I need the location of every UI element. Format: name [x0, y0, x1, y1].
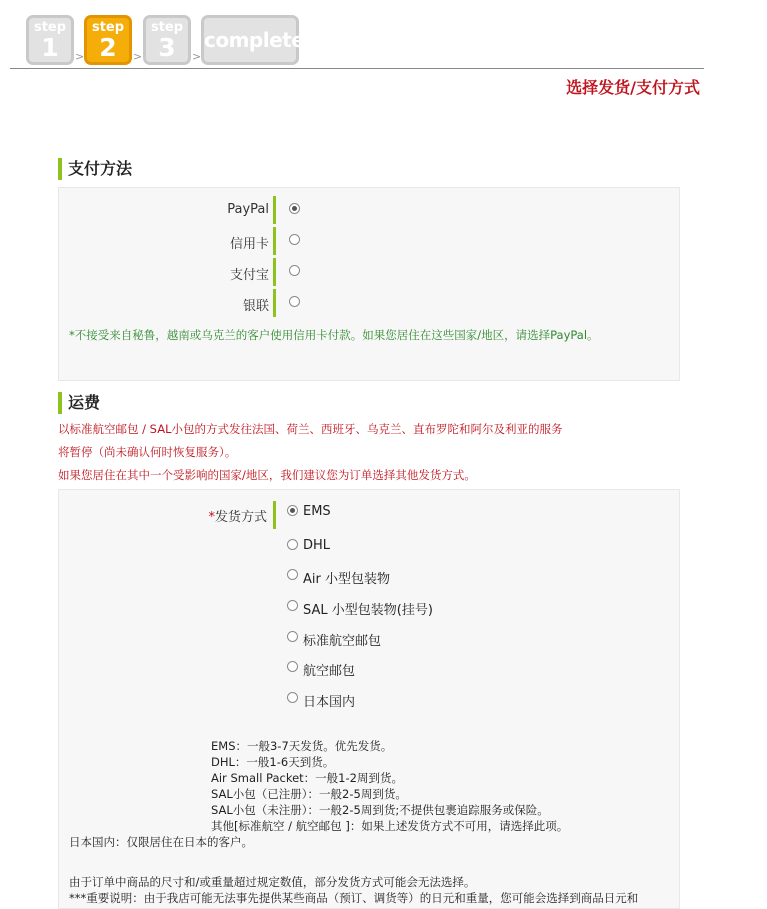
shipping-description: Air Small Packet：一般1-2周到货。: [211, 771, 403, 785]
payment-option-label: 银联: [242, 299, 269, 314]
standard-airmail-radio[interactable]: [287, 631, 298, 642]
payment-option-alipay[interactable]: [59, 258, 679, 286]
payment-option-label: 支付宝: [229, 268, 269, 283]
shipping-method-text: 发货方式: [214, 510, 267, 525]
payment-option-credit-card[interactable]: [59, 227, 679, 255]
dhl-radio[interactable]: [287, 539, 298, 550]
shipping-notice-line-1: 以标准航空邮包 / SAL小包的方式发往法国、荷兰、西班牙、乌克兰、直布罗陀和阿尔及利亚的服务: [58, 422, 563, 436]
shipping-description: 其他[标准航空 / 航空邮包 ]：如果上述发货方式不可用，请选择此项。: [211, 819, 569, 833]
shipping-description: EMS：一般3-7天发货。优先发货。: [211, 739, 393, 753]
sal-registered-radio[interactable]: [287, 600, 298, 611]
shipping-option-label: 标准航空邮包: [303, 634, 382, 649]
shipping-notice-line-3: 如果您居住在其中一个受影响的国家/地区，我们建议您为订单选择其他发货方式。: [58, 468, 476, 482]
step-2: [84, 15, 132, 65]
shipping-description: DHL：一般1-6天到货。: [211, 755, 335, 769]
paypal-radio[interactable]: [289, 203, 300, 214]
step-3-number: 3: [158, 33, 176, 62]
field-marker: [273, 227, 276, 255]
step-3-label: step: [150, 20, 184, 35]
field-marker: [273, 289, 276, 317]
size-note: 由于订单中商品的尺寸和/或重量超过规定数值，部分发货方式可能会无法选择。: [69, 875, 476, 889]
ems-radio[interactable]: [287, 505, 298, 516]
payment-option-paypal[interactable]: [59, 196, 679, 224]
step-1-number: 1: [41, 33, 59, 62]
payment-section-title: 支付方法: [58, 158, 132, 180]
step-arrow: >: [192, 50, 202, 63]
important-note: ***重要说明：由于我店可能无法事先提供某些商品（预订、调货等）的日元和重量，您可能会选择到商品日元和: [69, 891, 639, 905]
header-divider: [10, 68, 704, 69]
field-marker: [273, 501, 276, 529]
field-marker: [273, 196, 276, 224]
shipping-description: SAL小包（已注册）：一般2-5周到货。: [211, 787, 407, 801]
domestic-note: 日本国内：仅限居住在日本的客户。: [69, 835, 253, 849]
payment-option-label: 信用卡: [229, 237, 269, 252]
shipping-box: [58, 489, 680, 909]
shipping-option-label: DHL: [303, 538, 331, 553]
step-1-label: step: [33, 20, 67, 35]
credit-card-radio[interactable]: [289, 234, 300, 245]
payment-note: *不接受来自秘鲁，越南或乌克兰的客户使用信用卡付款。如果您居住在这些国家/地区，请选择PayPal。: [69, 328, 599, 342]
shipping-method-label: [208, 506, 267, 525]
air-small-packet-radio[interactable]: [287, 569, 298, 580]
alipay-radio[interactable]: [289, 265, 300, 276]
shipping-notice-line-2: 将暂停（尚未确认何时恢复服务）。: [58, 445, 237, 459]
shipping-option-label: Air 小型包装物: [303, 572, 390, 587]
airmail-radio[interactable]: [287, 661, 298, 672]
shipping-option-label: SAL 小型包装物(挂号): [303, 603, 433, 618]
step-2-number: 2: [99, 33, 117, 62]
required-mark: *: [208, 510, 215, 525]
domestic-japan-radio[interactable]: [287, 692, 298, 703]
step-1: [26, 15, 74, 65]
payment-option-unionpay[interactable]: [59, 289, 679, 317]
step-2-label: step: [91, 20, 125, 35]
step-3: [143, 15, 191, 65]
page-title: 选择发货/支付方式: [566, 78, 700, 97]
shipping-description: SAL小包（未注册）：一般2-5周到货;不提供包裹追踪服务或保险。: [211, 803, 549, 817]
step-arrow: >: [133, 50, 143, 63]
shipping-section-title: 运费: [58, 392, 100, 414]
step-arrow: >: [75, 50, 85, 63]
shipping-option-label: 日本国内: [303, 695, 356, 710]
payment-box: [58, 187, 680, 381]
unionpay-radio[interactable]: [289, 296, 300, 307]
field-marker: [273, 258, 276, 286]
payment-option-label: PayPal: [227, 202, 269, 217]
step-complete: complete: [201, 15, 299, 65]
shipping-option-label: EMS: [303, 504, 331, 519]
shipping-option-label: 航空邮包: [303, 664, 356, 679]
